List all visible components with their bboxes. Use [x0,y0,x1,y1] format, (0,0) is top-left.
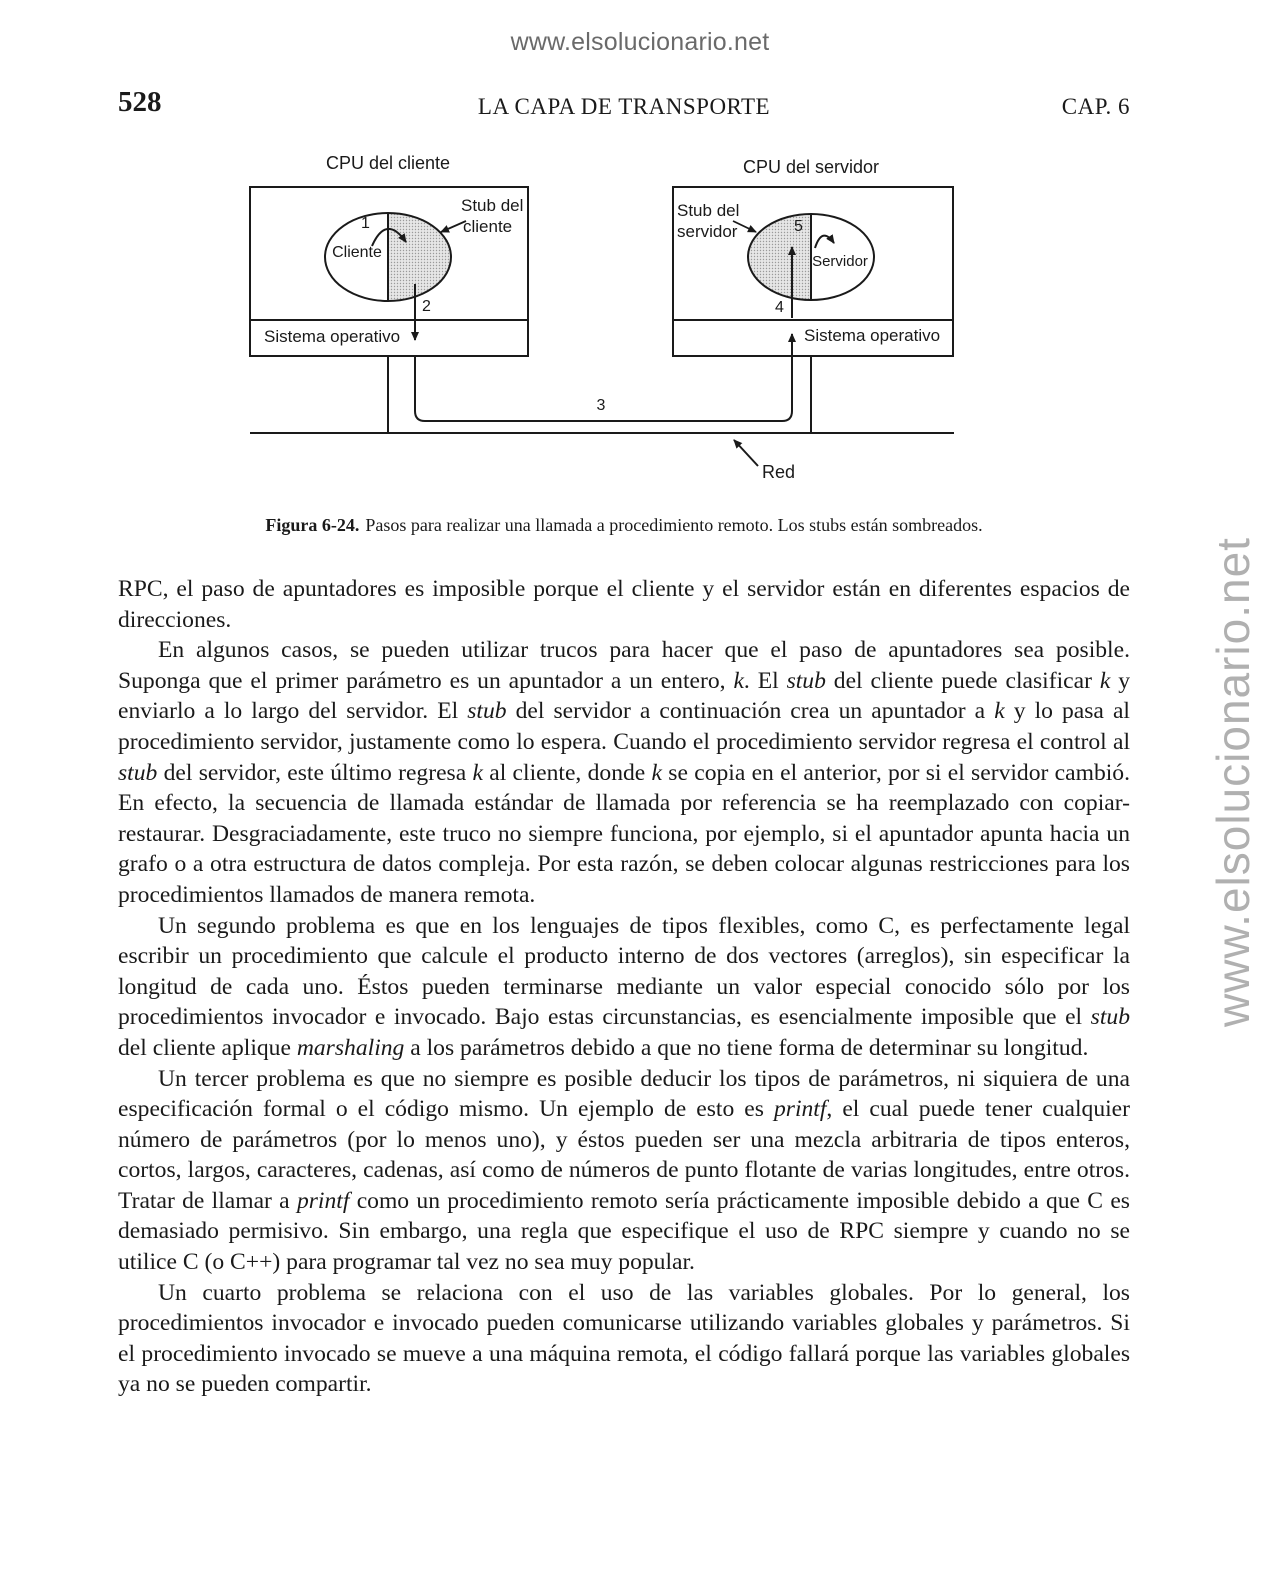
rpc-figure [0,140,1280,500]
server-stub-label-1: Stub del [677,201,740,220]
paragraph-4: Un tercer problema es que no siempre es posible deducir los tipos de parámetros, ni siquiera de una especificación formal o el código mismo. Un ejemplo de esto es printf, el cual puede tener cualquier número de parámetros (por lo menos uno), y éstos pueden ser una mezcla arbitraria de tipos enteros, cortos, largos, caracteres, cadenas, así como de números de punto flotante de varias longitudes, entre otros. Tratar de llamar a printf como un procedimiento remoto sería prácticamente imposible debido a que C es demasiado permisivo. Sin embargo, una regla que especifique el uso de RPC siempre y cuando no se utilice C (o C++) para programar tal vez no sea muy popular. [118,1065,1130,1276]
paragraph-3: Un segundo problema es que en los lenguajes de tipos flexibles, como C, es perfectamente legal escribir un procedimiento que calcule el producto interno de dos vectores (arreglos), sin especificar la longitud de cada uno. Éstos pueden terminarse mediante un valor especial conocido sólo por los procedimientos invocador e invocado. Bajo estas circunstancias, es esencialmente imposible que el stub del cliente aplique marshaling a los parámetros debido a que no tiene forma de determinar su longitud. [118,912,1130,1061]
paragraph-1: RPC, el paso de apuntadores es imposible porque el cliente y el servidor están en diferentes espacios de direcciones. [118,576,1130,633]
step-5-label: 5 [794,218,803,235]
client-label: Cliente [332,244,382,261]
server-stub-label-2: servidor [677,222,738,241]
figure-caption-text: Pasos para realizar una llamada a procedimiento remoto. Los stubs están sombreados. [365,515,983,535]
page-number: 528 [118,86,162,118]
step-3-label: 3 [596,397,606,414]
client-stub-shade [388,213,451,301]
server-label: Servidor [812,253,868,270]
client-stub-label-2: cliente [463,217,513,236]
paragraph-2: En algunos casos, se pueden utilizar trucos para hacer que el paso de apuntadores sea posible. Suponga que el primer parámetro es un apuntador a un entero, k. El stub del cliente puede clasificar k y enviarlo a lo largo del servidor. El stub del servidor a continuación crea un apuntador a k y lo pasa al procedimiento servidor, justamente como lo espera. Cuando el procedimiento servidor regresa el control al stub del servidor, este último regresa k al cliente, donde k se copia en el anterior, por si el servidor cambió. En efecto, la secuencia de llamada estándar de llamada por referencia se ha reemplazado con copiar-restaurar. Desgraciadamente, este truco no siempre funciona, por ejemplo, si el apuntador apunta hacia un grafo o a otra estructura de datos compleja. Por esta razón, se deben colocar algunas restricciones para los procedimientos llamados de manera remota. [118,637,1130,908]
client-os-label: Sistema operativo [264,327,401,346]
figure-number: Figura 6-24. [265,515,360,535]
client-stub-label-1: Stub del [461,196,524,215]
body-text [118,574,1130,1400]
running-head: LA CAPA DE TRANSPORTE [477,94,771,119]
step-1-label: 1 [361,215,370,232]
figure-caption [0,515,1248,536]
network-label: Red [762,462,796,482]
step-4-label: 4 [775,299,784,316]
client-cpu-label: CPU del cliente [325,153,451,173]
server-os-label: Sistema operativo [804,326,941,345]
paragraph-5: Un cuarto problema se relaciona con el uso de las variables globales. Por lo general, los procedimientos invocador e invocado pueden comunicarse utilizando variables globales y parámetros. Si el procedimiento invocado se mueve a una máquina remota, el código fallará porque las variables globales ya no se pueden compartir. [118,1279,1130,1398]
step-2-label: 2 [422,298,431,315]
watermark-url: www.elsolucionario.net [510,28,770,56]
server-cpu-label: CPU del servidor [742,157,880,177]
chapter-label: CAP. 6 [1061,94,1130,119]
step-5-arrow [815,236,834,248]
network-pointer [734,440,758,466]
